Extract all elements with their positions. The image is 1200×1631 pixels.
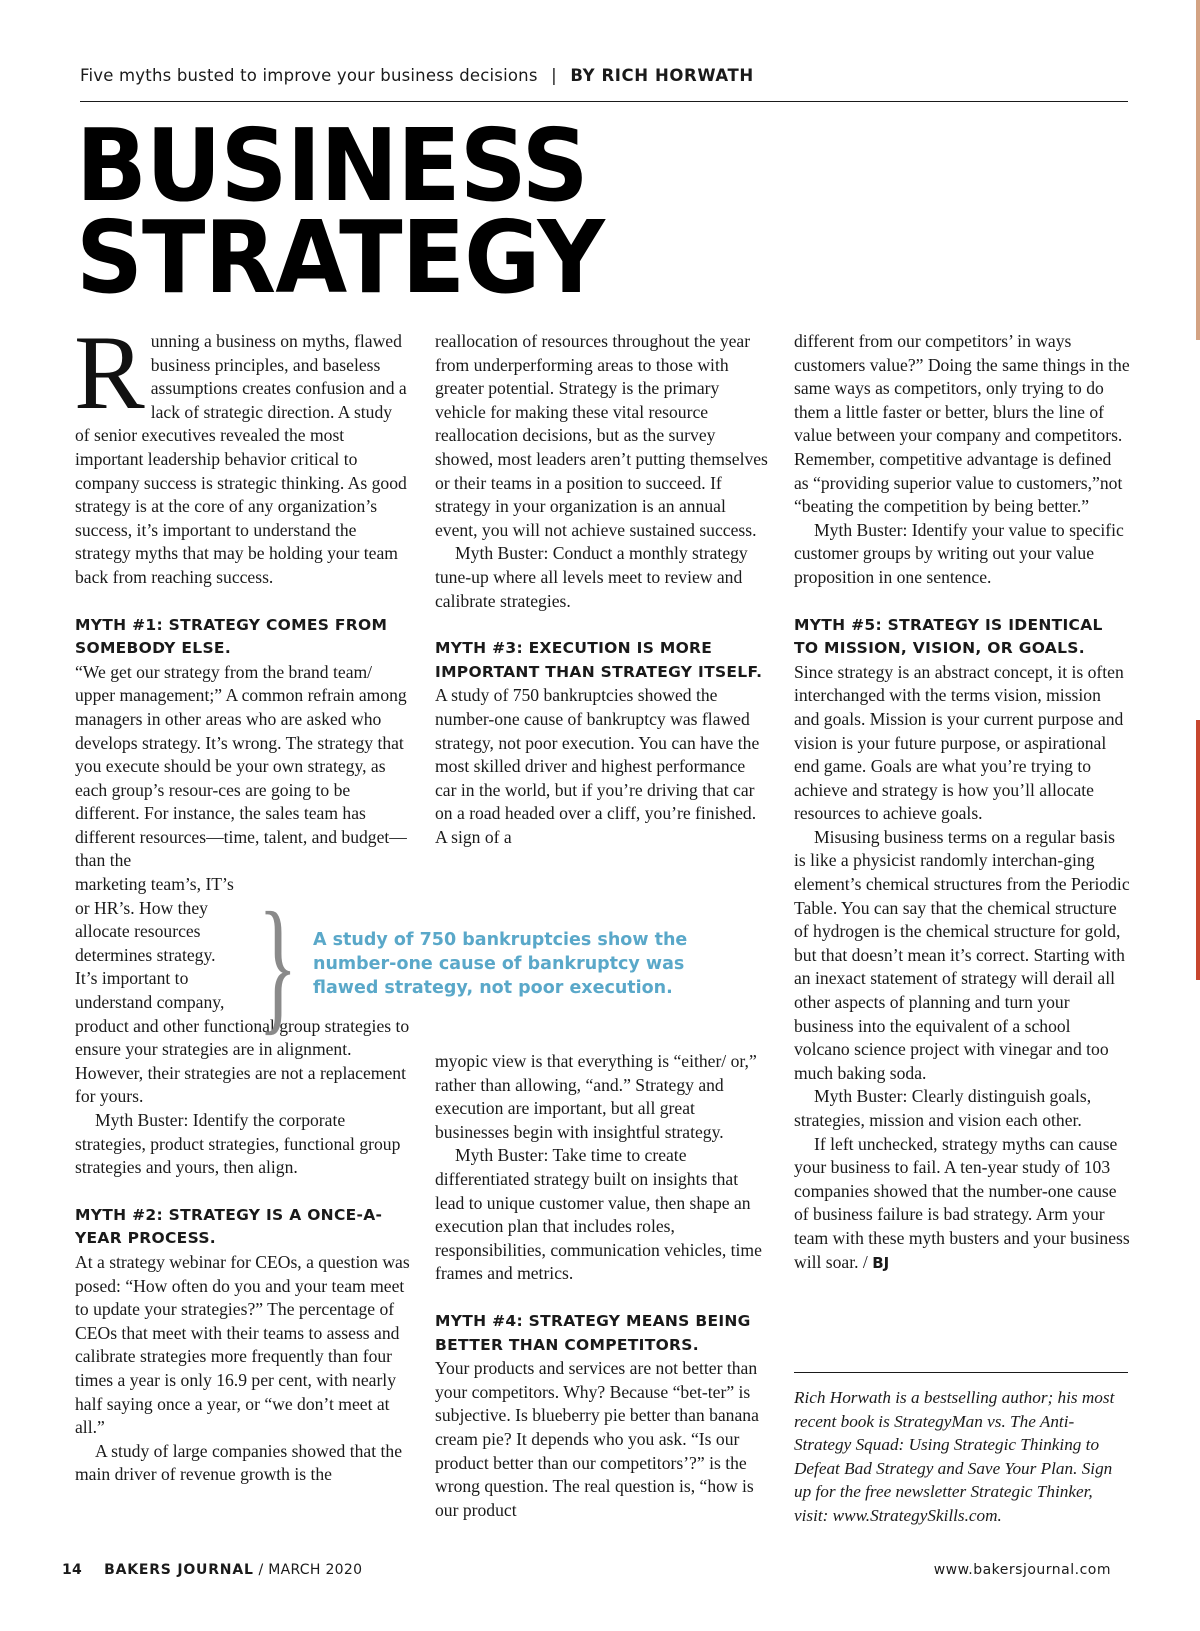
myth-3-paragraph-2: myopic view is that everything is “either/ or,” rather than allowing, “and.” Strategy and execution are important, but all great businesses begin with insightful strategy. [435, 1051, 757, 1142]
myth-2-paragraph-2: A study of large companies showed that the main driver of revenue growth is the [75, 1440, 403, 1485]
myth-buster-text: Take time to create differentiated strategy built on insights that lead to unique customer value, then shape an execution plan that includes roles, responsibilities, communication vehicles, time frames and metrics. [435, 1145, 762, 1284]
footer-folio [62, 1562, 362, 1578]
kicker-text: Five myths busted to improve your business decisions [80, 66, 538, 85]
myth-2-buster [435, 542, 771, 613]
myth-3-buster [435, 1144, 771, 1286]
myth-buster-label: Myth Buster: [814, 519, 908, 540]
pull-quote-brace: } [258, 882, 298, 1048]
wrap-line: marketing team’s, IT’s [75, 874, 234, 895]
wrap-line: or HR’s. How they [75, 897, 208, 918]
column-3 [794, 330, 1130, 1275]
kicker-separator: | [551, 66, 557, 85]
myth-buster-text: Identify the corporate strategies, product strategies, functional group strategies and yours, then align. [75, 1110, 401, 1178]
footer-website[interactable]: www.bakersjournal.com [933, 1562, 1111, 1578]
myth-buster-label: Myth Buster: [455, 1145, 549, 1166]
wrap-line: allocate resources [75, 921, 201, 942]
myth-buster-label: Myth Buster: [455, 543, 549, 564]
edge-bar-top [1196, 0, 1200, 340]
myth-buster-text: Identify your value to specific customer groups by writing out your value proposition in one sentence. [794, 519, 1124, 587]
edge-bar-bottom [1196, 720, 1200, 980]
myth-1-paragraph-2: product and other functional group strategies to ensure your strategies are in alignment. However, their strategies are not a replacement for yours. [75, 1015, 410, 1107]
column-2-bottom [435, 1050, 771, 1522]
bio-rule [794, 1372, 1128, 1373]
myth-2-heading: MYTH #2: STRATEGY IS A ONCE-A-YEAR PROCESS. [75, 1205, 383, 1248]
issue-date: / MARCH 2020 [253, 1562, 363, 1578]
page-number: 14 [62, 1562, 83, 1578]
column-1 [74, 314, 411, 1487]
end-mark: BJ [872, 1253, 890, 1272]
author-bio: Rich Horwath is a bestselling author; his most recent book is StrategyMan vs. The Anti-Strategy Squad: Using Strategic Thinking to Defeat Bad Strategy and Save Your Plan. Sign up for the free newsletter Strategic Thinker, visit: www.StrategySkills.com. [794, 1388, 1115, 1525]
wrap-line: understand company, [75, 992, 225, 1013]
myth-5-heading: MYTH #5: STRATEGY IS IDENTICAL TO MISSION, VISION, OR GOALS. [794, 615, 1103, 658]
closing-text: If left unchecked, strategy myths can cause your business to fail. A ten-year study of 103 companies showed that the number-one cause of business failure is bad strategy. Arm your team with these myth busters and your business will soar. / [794, 1133, 1130, 1272]
drop-cap: R [74, 314, 145, 431]
magazine-name: BAKERS JOURNAL [104, 1562, 254, 1578]
headline-line-2: STRATEGY [76, 199, 604, 316]
wrap-line: determines strategy. [75, 944, 216, 965]
wrap-line: It’s important to [75, 968, 189, 989]
headline [76, 107, 604, 316]
myth-4-heading: MYTH #4: STRATEGY MEANS BEING BETTER THAN COMPETITORS. [435, 1311, 751, 1354]
myth-buster-label: Myth Buster: [95, 1110, 189, 1130]
myth-1-heading: MYTH #1: STRATEGY COMES FROM SOMEBODY ELSE. [75, 615, 388, 658]
myth-3-heading: MYTH #3: EXECUTION IS MORE IMPORTANT THAN STRATEGY ITSELF. [435, 639, 763, 681]
column-2-top [435, 330, 771, 849]
myth-1-buster [75, 1109, 411, 1180]
myth-5-paragraph-1: Since strategy is an abstract concept, it is often interchanged with the terms vision, mission and goals. Mission is your current purpose and vision is your future purpose, or aspirational end game. Goals are what you’re trying to achieve and strategy is how you’ll allocate resources to achieve goals. [794, 661, 1124, 824]
headline-line-1: BUSINESS [76, 107, 588, 224]
myth-5-paragraph-2: Misusing business terms on a regular basis is like a physicist randomly interchan-ging element’s chemical structures from the Periodic Table. You can say that the chemical structure of hydrogen is the chemical structure for gold, but that doesn’t mean it’s correct. Starting with an inexact statement of strategy will derail all other aspects of planning and turn your business into the equivalent of a school volcano science project with vinegar and too much baking soda. [794, 826, 1130, 1083]
intro-paragraph [74, 314, 411, 590]
myth-4-paragraph-1: Your products and services are not better than your competitors. Why? Because “bet-ter” is subjective. Is blueberry pie better than banana cream pie? It depends who you ask. “Is our product better than our competitors’?” is the wrong question. The real question is, “how is our product [435, 1358, 759, 1520]
myth-1-paragraph-1: “We get our strategy from the brand team/ upper management;” A common refrain among managers in other areas who are asked who develops strategy. It’s wrong. The strategy that you execute should be your own strategy, as each group’s resour-ces are going to be different. For instance, the sales team has different resources—time, talent, and budget—than the [75, 661, 407, 871]
pull-quote: A study of 750 bankruptcies show the number-one cause of bankruptcy was flawed strategy, not poor execution. [313, 930, 688, 998]
closing-paragraph [794, 1133, 1130, 1276]
myth-buster-text: Conduct a monthly strategy tune-up where all levels meet to review and calibrate strategies. [435, 543, 748, 611]
article-kicker [80, 66, 754, 85]
header-rule [80, 101, 1128, 102]
intro-text: unning a business on myths, flawed business principles, and baseless assumptions creates confusion and a lack of strategic direction. A study of senior executives revealed the most important leadership behavior critical to company success is strategic thinking. As good strategy is at the core of any organization’s success, it’s important to understand the strategy myths that may be holding your team back from reaching success. [75, 331, 407, 587]
col2-paragraph-top: reallocation of resources throughout the year from underperforming areas to those with greater potential. Strategy is the primary vehicle for making these vital resource reallocation decisions, but as the survey showed, most leaders aren’t putting themselves or their teams in a position to succeed. If strategy in your organization is an annual event, you will not achieve sustained success. [435, 331, 768, 540]
col3-paragraph-top: different from our competitors’ in ways customers value?” Doing the same things in the same ways as competitors, only trying to do them a little faster or better, blurs the line of value between your company and competitors. Remember, competitive advantage is defined as “providing superior value to customers,”not “beating the competition by being better.” [794, 331, 1130, 517]
myth-4-buster [794, 519, 1130, 590]
myth-3-paragraph-1: A study of 750 bankruptcies showed the number-one cause of bankruptcy was flawed strategy, not poor execution. You can have the most skilled driver and highest performance car in the world, but if you’re driving that car on a road headed over a cliff, you’re finished. A sign of a [435, 685, 760, 847]
myth-5-buster: Myth Buster: Clearly distinguish goals, strategies, mission and vision each other. [794, 1086, 1092, 1130]
byline: BY RICH HORWATH [570, 66, 754, 85]
myth-2-paragraph-1: At a strategy webinar for CEOs, a question was posed: “How often do you and your team meet to update your strategies?” The percentage of CEOs that meet with their teams to assess and calibrate strategies more frequently than four times a year is only 16.9 per cent, with nearly half saying once a year, or “we don’t meet at all.” [75, 1251, 410, 1438]
